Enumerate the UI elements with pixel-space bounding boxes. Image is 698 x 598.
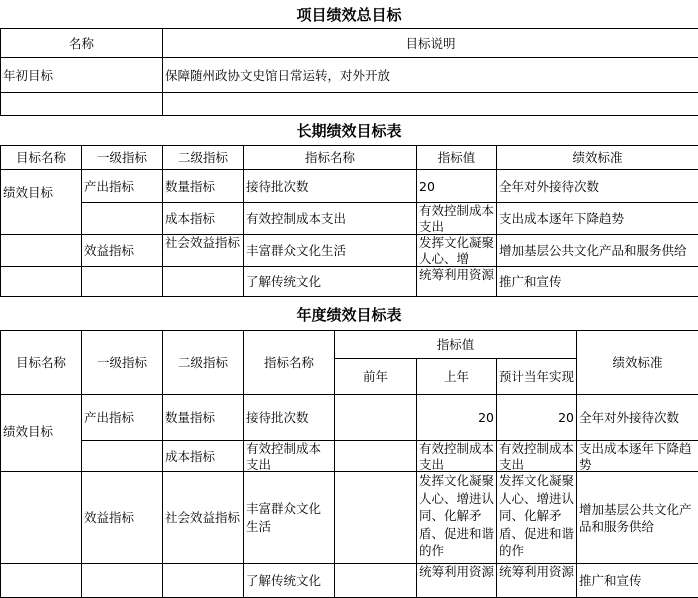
prev-year-cell <box>335 564 417 598</box>
standard-cell: 支出成本逐年下降趋势 <box>579 441 692 470</box>
empty-cell <box>1 93 163 116</box>
col-target-name: 目标名称 <box>1 146 82 170</box>
header-name: 名称 <box>1 29 163 58</box>
indicator-name-cell: 丰富群众文化生活 <box>244 472 335 564</box>
prev-year-cell <box>335 472 417 564</box>
level2-cell: 数量指标 <box>163 395 244 441</box>
indicator-name-cell: 接待批次数 <box>244 395 335 441</box>
last-year-cell: 发挥文化凝聚人心、增进认同、化解矛盾、促进和谐的作 <box>419 473 494 558</box>
indicator-value-cell: 有效控制成本支出 <box>419 203 494 233</box>
indicator-name-cell: 接待批次数 <box>244 170 417 203</box>
level1-cell: 效益指标 <box>82 235 163 267</box>
level1-cell: 产出指标 <box>82 170 163 203</box>
prev-year-cell <box>335 441 417 472</box>
subcol-prev-year: 前年 <box>335 359 417 395</box>
target-name-cell: 绩效目标 <box>1 170 82 235</box>
initial-goal-text: 保障随州政协文史馆日常运转，对外开放 <box>163 58 698 93</box>
col-level2: 二级指标 <box>163 331 244 395</box>
empty-cell <box>1 235 82 267</box>
level2-cell: 成本指标 <box>163 441 244 472</box>
col-indicator-value: 指标值 <box>335 331 577 359</box>
indicator-name-cell: 了解传统文化 <box>244 564 335 598</box>
standard-cell: 增加基层公共文化产品和服务供给 <box>497 235 698 267</box>
level1-cell <box>82 441 163 472</box>
subcol-last-year: 上年 <box>417 359 497 395</box>
last-year-cell: 有效控制成本支出 <box>419 441 494 470</box>
current-year-cell: 发挥文化凝聚人心、增进认同、化解矛盾、促进和谐的作 <box>499 473 574 558</box>
indicator-value-cell: 统筹利用资源 <box>419 267 494 282</box>
level1-cell: 产出指标 <box>82 395 163 441</box>
last-year-cell: 20 <box>417 395 497 441</box>
col-level2: 二级指标 <box>163 146 244 170</box>
col-standard: 绩效标准 <box>577 331 698 395</box>
level2-cell: 社会效益指标 <box>165 235 241 250</box>
indicator-value-cell: 发挥文化凝聚人心、增 <box>419 235 494 265</box>
standard-cell: 全年对外接待次数 <box>497 170 698 203</box>
level2-cell <box>163 564 244 598</box>
level2-cell: 社会效益指标 <box>163 472 244 564</box>
level2-cell <box>163 267 244 297</box>
col-indicator-value: 指标值 <box>417 146 497 170</box>
target-name-cell: 绩效目标 <box>1 395 82 472</box>
level1-cell <box>82 267 163 297</box>
indicator-name-cell: 有效控制成本支出 <box>244 203 417 235</box>
col-target-name: 目标名称 <box>1 331 82 395</box>
section3-title: 年度绩效目标表 <box>296 306 402 324</box>
empty-cell <box>163 93 698 116</box>
indicator-name-cell: 有效控制成本支出 <box>246 441 322 470</box>
level1-cell <box>82 564 163 598</box>
overall-goal-table <box>0 28 698 116</box>
level2-cell: 成本指标 <box>163 203 244 235</box>
empty-cell <box>1 472 82 564</box>
last-year-cell: 统筹利用资源 <box>419 564 494 579</box>
annual-table <box>0 330 698 598</box>
standard-cell: 全年对外接待次数 <box>577 395 698 441</box>
current-year-cell: 统筹利用资源 <box>499 564 574 579</box>
prev-year-cell <box>335 395 417 441</box>
header-description: 目标说明 <box>163 29 698 58</box>
current-year-cell: 有效控制成本支出 <box>499 441 574 470</box>
current-year-cell: 20 <box>497 395 577 441</box>
empty-cell <box>1 564 82 598</box>
subcol-current-year: 预计当年实现 <box>497 359 577 395</box>
standard-cell: 增加基层公共文化产品和服务供给 <box>577 472 698 564</box>
col-indicator-name: 指标名称 <box>244 146 417 170</box>
standard-cell: 支出成本逐年下降趋势 <box>497 203 698 235</box>
col-level1: 一级指标 <box>82 331 163 395</box>
initial-goal-label: 年初目标 <box>1 58 163 93</box>
level1-cell <box>82 203 163 235</box>
standard-cell: 推广和宣传 <box>577 564 698 598</box>
long-term-table <box>0 145 698 297</box>
col-level1: 一级指标 <box>82 146 163 170</box>
section1-title: 项目绩效总目标 <box>296 6 402 24</box>
section2-title: 长期绩效目标表 <box>296 122 402 140</box>
level2-cell: 数量指标 <box>163 170 244 203</box>
standard-cell: 推广和宣传 <box>497 267 698 297</box>
empty-cell <box>1 267 82 297</box>
col-indicator-name: 指标名称 <box>244 331 335 395</box>
indicator-name-cell: 了解传统文化 <box>244 267 417 297</box>
indicator-value-cell: 20 <box>417 170 497 203</box>
indicator-name-cell: 丰富群众文化生活 <box>244 235 417 267</box>
level1-cell: 效益指标 <box>82 472 163 564</box>
col-standard: 绩效标准 <box>497 146 698 170</box>
